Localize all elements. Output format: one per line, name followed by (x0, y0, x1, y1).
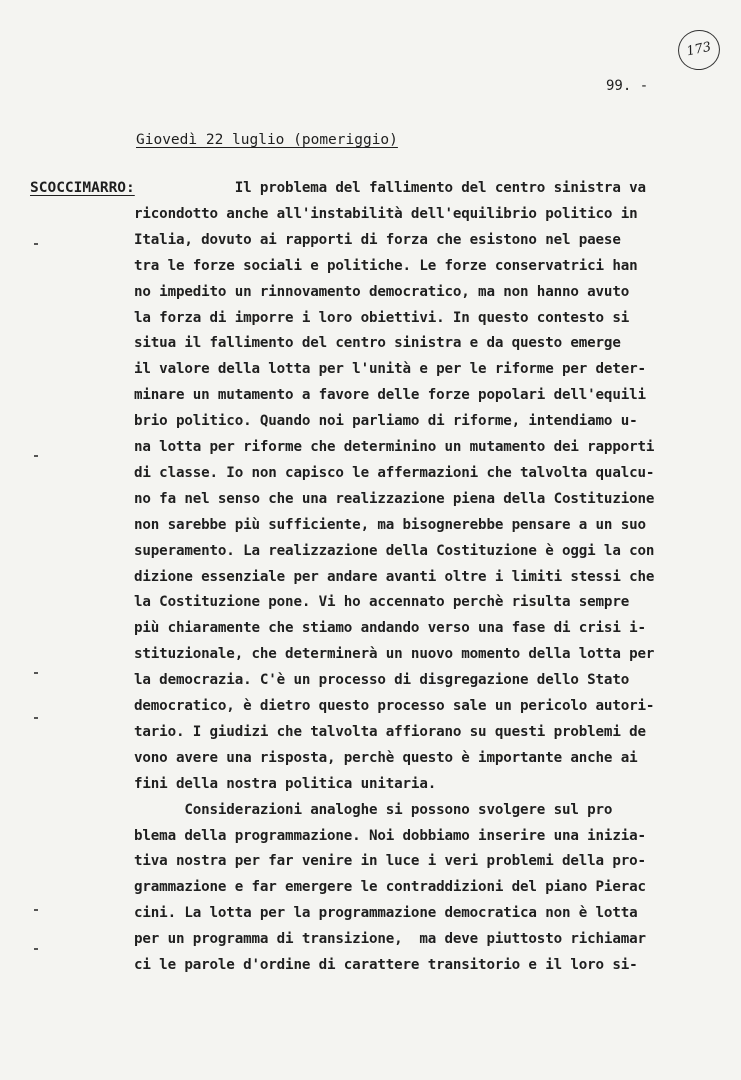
margin-mark (34, 909, 38, 911)
text-line: grammazione e far emergere le contraddizioni del piano Pierac (134, 879, 646, 896)
text-line: per un programma di transizione, ma deve piuttosto richiamar (134, 931, 646, 948)
text-line: la Costituzione pone. Vi ho accennato perchè risulta sempre (134, 594, 630, 611)
session-heading: Giovedì 22 luglio (pomeriggio) (136, 132, 398, 148)
text-line: tiva nostra per far venire in luce i veri problemi della pro- (134, 853, 646, 870)
text-line: il valore della lotta per l'unità e per le riforme per deter- (134, 361, 646, 378)
archive-stamp: 173 (674, 26, 723, 74)
text-line: minare un mutamento a favore delle forze popolari dell'equili (134, 387, 646, 404)
text-line: più chiaramente che stiamo andando verso una fase di crisi i- (134, 620, 646, 637)
text-line: no impedito un rinnovamento democratico, ma non hanno avuto (134, 283, 630, 300)
text-line: tario. I giudizi che talvolta affiorano su questi problemi de (134, 723, 646, 740)
margin-mark (34, 243, 38, 245)
text-line: Il problema del fallimento del centro sinistra va (134, 180, 646, 196)
text-line: la democrazia. C'è un processo di disgregazione dello Stato (134, 672, 630, 689)
text-line: superamento. La realizzazione della Costituzione è oggi la con (134, 542, 655, 559)
text-line: no fa nel senso che una realizzazione piena della Costituzione (134, 490, 655, 507)
margin-mark (34, 455, 38, 457)
margin-mark (34, 672, 38, 674)
page-number: 99. - (606, 78, 649, 94)
text-line: cini. La lotta per la programmazione democratica non è lotta (134, 905, 638, 922)
text-line: democratico, è dietro questo processo sale un pericolo autori- (134, 698, 655, 714)
text-line: na lotta per riforme che determinino un mutamento dei rapporti (134, 439, 655, 455)
text-line: Italia, dovuto ai rapporti di forza che esistono nel paese (134, 231, 621, 248)
text-line: di classe. Io non capisco le affermazioni che talvolta qualcu- (134, 464, 655, 481)
text-line: situa il fallimento del centro sinistra e da questo emerge (134, 335, 621, 352)
text-line: ci le parole d'ordine di carattere transitorio e il loro si- (134, 957, 638, 973)
text-line: dizione essenziale per andare avanti oltre i limiti stessi che (134, 568, 655, 585)
text-line: brio politico. Quando noi parliamo di riforme, intendiamo u- (134, 413, 638, 430)
speaker-name: SCOCCIMARRO: (30, 180, 135, 196)
text-line: Considerazioni analoghe si possono svolgere sul pro (134, 801, 613, 818)
text-line: vono avere una risposta, perchè questo è importante anche ai (134, 749, 638, 766)
text-line: la forza di imporre i loro obiettivi. In questo contesto si (134, 309, 630, 326)
text-line: stituzionale, che determinerà un nuovo momento della lotta per (134, 646, 655, 663)
margin-mark (34, 948, 38, 950)
text-line: ricondotto anche all'instabilità dell'equilibrio politico in (134, 205, 638, 222)
text-line: non sarebbe più sufficiente, ma bisognerebbe pensare a un suo (134, 516, 646, 533)
text-line: tra le forze sociali e politiche. Le forze conservatrici han (134, 257, 638, 274)
margin-mark (34, 717, 38, 719)
text-line: blema della programmazione. Noi dobbiamo inserire una inizia- (134, 827, 646, 844)
text-line: fini della nostra politica unitaria. (134, 775, 437, 792)
